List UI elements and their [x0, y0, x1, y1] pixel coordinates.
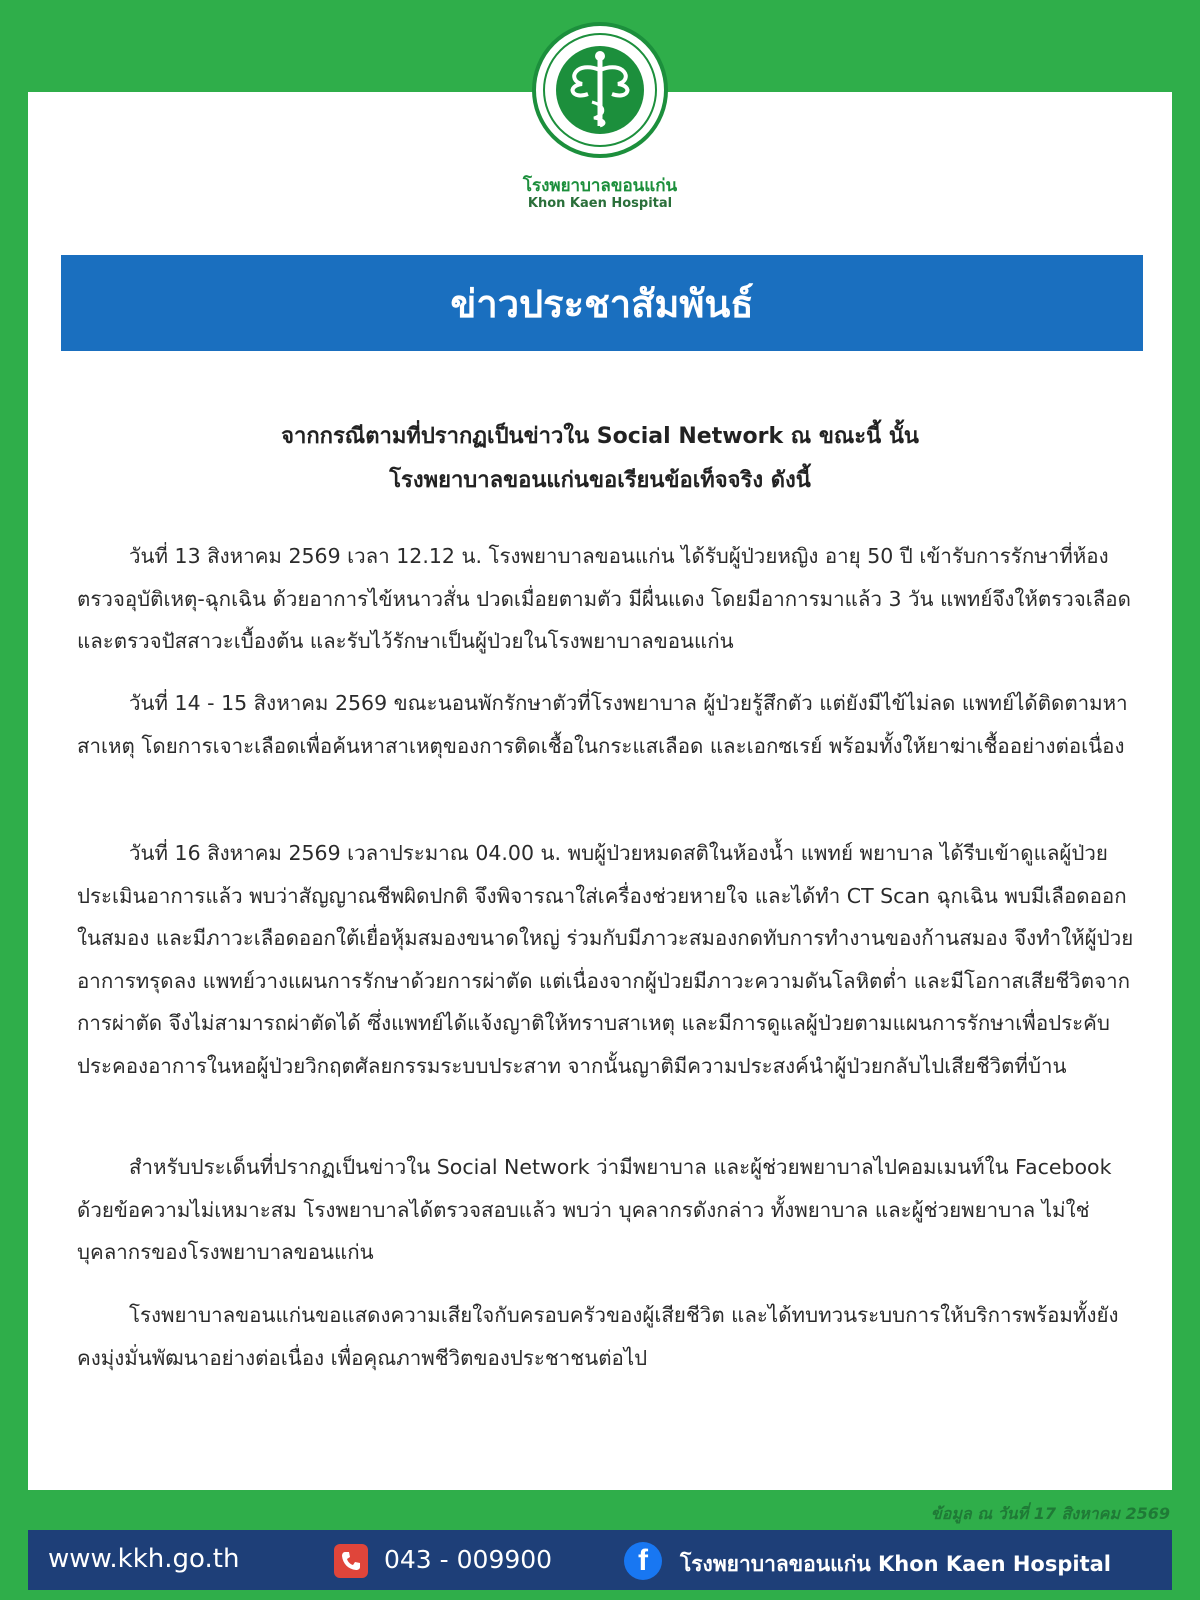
- announcement-banner: ข่าวประชาสัมพันธ์: [61, 255, 1143, 351]
- paragraph-3: วันที่ 16 สิงหาคม 2569 เวลาประมาณ 04.00 น. พบผู้ป่วยหมดสติในห้องน้ำ แพทย์ พยาบาล ได้รีบเข้าดูแลผู้ป่วย ประเมินอาการแล้ว พบว่าสัญญาณชีพผิดปกติ จึงพิจารณาใส่เครื่องช่วยหายใจ และได้ทำ CT Scan ฉุกเฉิน พบมีเลือดออกในสมอง และมีภาวะเลือดออกใต้เยื่อหุ้มสมองขนาดใหญ่ ร่วมกับมีภาวะสมองกดทับการทำงานของก้านสมอง จึงทำให้ผู้ป่วยอาการทรุดลง แพทย์วางแผนการรักษาด้วยการผ่าตัด แต่เนื่องจากผู้ป่วยมีภาวะความดันโลหิตต่ำ และมีโอกาสเสียชีวิตจากการผ่าตัด จึงไม่สามารถผ่าตัดได้ ซึ่งแพทย์ได้แจ้งญาติให้ทราบสาเหตุ และมีการดูแลผู้ป่วยตามแผนการรักษาเพื่อประคับประคองอาการในหอผู้ป่วยวิกฤตศัลยกรรมระบบประสาท จากนั้นญาติมีความประสงค์นำผู้ป่วยกลับไปเสียชีวิตที่บ้าน: [77, 841, 1134, 1078]
- phone-icon: [334, 1544, 368, 1578]
- subtitle-line-1: จากกรณีตามที่ปรากฏเป็นข่าวใน Social Network ณ ขณะนี้ นั้น: [281, 424, 919, 449]
- subtitle-line-2: โรงพยาบาลขอนแก่นขอเรียนข้อเท็จจริง ดังนี้: [389, 468, 811, 493]
- paragraph-5: โรงพยาบาลขอนแก่นขอแสดงความเสียใจกับครอบครัวของผู้เสียชีวิต และได้ทบทวนระบบการให้บริการพร้อมทั้งยังคงมุ่งมั่นพัฒนาอย่างต่อเนื่อง เพื่อคุณภาพชีวิตของประชาชนต่อไป: [77, 1303, 1119, 1370]
- paragraph-2: วันที่ 14 - 15 สิงหาคม 2569 ขณะนอนพักรักษาตัวที่โรงพยาบาล ผู้ป่วยรู้สึกตัว แต่ยังมีไข้ไม่ลด แพทย์ได้ติดตามหาสาเหตุ โดยการเจาะเลือดเพื่อค้นหาสาเหตุของการติดเชื้อในกระแสเลือด และเอกซเรย์ พร้อมทั้งให้ยาฆ่าเชื้ออย่างต่อเนื่อง: [77, 691, 1128, 758]
- facebook-icon: f: [624, 1542, 662, 1580]
- footer-bar: [28, 1530, 1172, 1590]
- org-name-english: Khon Kaen Hospital: [527, 196, 673, 211]
- paragraph-1: วันที่ 13 สิงหาคม 2569 เวลา 12.12 น. โรงพยาบาลขอนแก่น ได้รับผู้ป่วยหญิง อายุ 50 ปี เข้ารับการรักษาที่ห้องตรวจอุบัติเหตุ-ฉุกเฉิน ด้วยอาการไข้หนาวสั่น ปวดเมื่อยตามตัว มีผื่นแดง โดยมีอาการมาแล้ว 3 วัน แพทย์จึงให้ตรวจเลือดและตรวจปัสสาวะเบื้องต้น และรับไว้รักษาเป็นผู้ป่วยในโรงพยาบาลขอนแก่น: [77, 544, 1131, 653]
- website-link[interactable]: www.kkh.go.th: [48, 1544, 240, 1574]
- ministry-of-public-health-seal-icon: [532, 22, 668, 158]
- phone-number[interactable]: 043 - 009900: [384, 1545, 553, 1574]
- as-of-date: ข้อมูล ณ วันที่ 17 สิงหาคม 2569: [930, 1504, 1170, 1523]
- org-name-thai: โรงพยาบาลขอนแก่น: [522, 176, 678, 196]
- facebook-page-name[interactable]: โรงพยาบาลขอนแก่น Khon Kaen Hospital: [680, 1552, 1111, 1576]
- paragraph-4: สำหรับประเด็นที่ปรากฏเป็นข่าวใน Social Network ว่ามีพยาบาล และผู้ช่วยพยาบาลไปคอมเมนท์ใน Facebook ด้วยข้อความไม่เหมาะสม โรงพยาบาลได้ตรวจสอบแล้ว พบว่า บุคลากรดังกล่าว ทั้งพยาบาล และผู้ช่วยพยาบาล ไม่ใช่บุคลากรของโรงพยาบาลขอนแก่น: [77, 1155, 1112, 1264]
